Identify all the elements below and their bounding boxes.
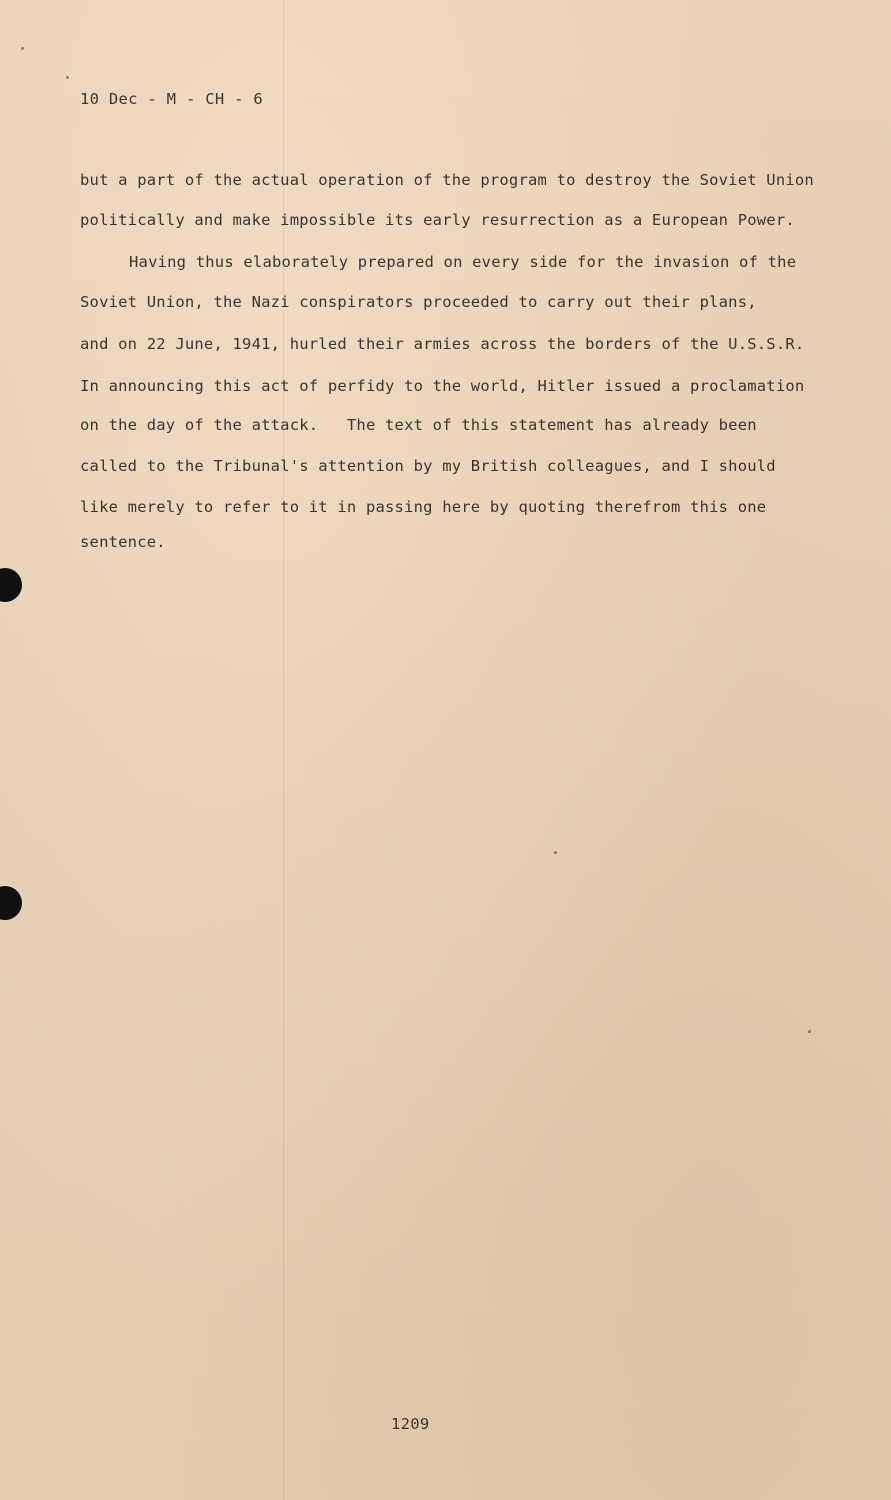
body-text-line: politically and make impossible its early resurrection as a European Power. — [80, 211, 795, 229]
punch-hole-lower — [0, 886, 22, 920]
punch-hole-upper — [0, 568, 22, 602]
body-text-line: like merely to refer to it in passing here by quoting therefrom this one — [80, 498, 767, 516]
page-number: 1209 — [391, 1415, 430, 1433]
ink-speck — [808, 1030, 811, 1033]
body-text-line: on the day of the attack. The text of this statement has already been — [80, 416, 757, 434]
ink-speck — [21, 47, 24, 50]
body-text-line: Soviet Union, the Nazi conspirators proceeded to carry out their plans, — [80, 293, 757, 311]
ink-speck — [66, 76, 69, 79]
body-text-line: but a part of the actual operation of the program to destroy the Soviet Union — [80, 171, 814, 189]
body-text-line: Having thus elaborately prepared on every side for the invasion of the — [129, 253, 797, 271]
body-text-line: In announcing this act of perfidy to the world, Hitler issued a proclamation — [80, 377, 805, 395]
body-text-line: called to the Tribunal's attention by my British colleagues, and I should — [80, 457, 776, 475]
body-text-line: and on 22 June, 1941, hurled their armies across the borders of the U.S.S.R. — [80, 335, 805, 353]
body-text-line: sentence. — [80, 533, 166, 551]
ink-speck — [554, 851, 557, 854]
document-reference-header: 10 Dec - M - CH - 6 — [80, 90, 264, 108]
